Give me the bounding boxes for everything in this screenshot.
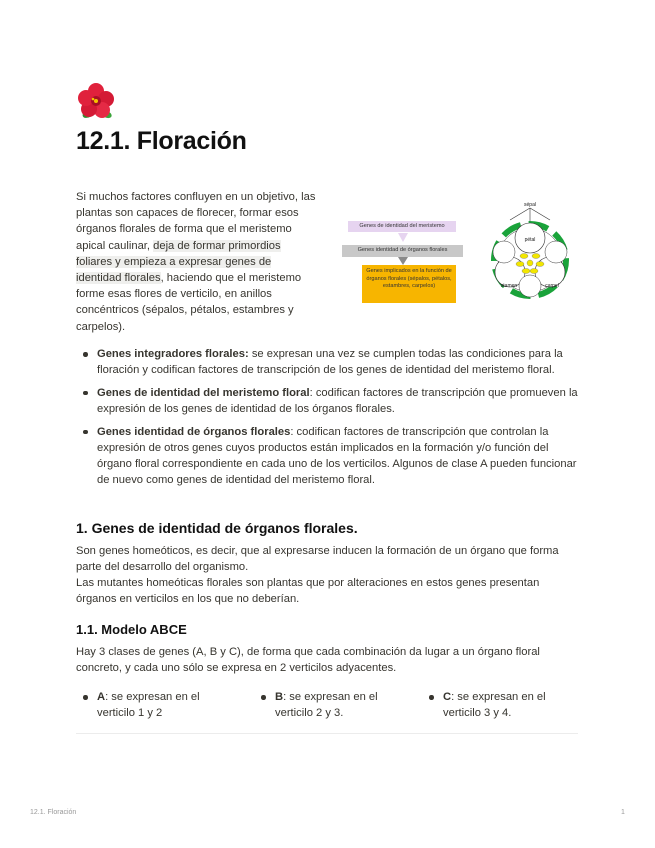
list-item-term: Genes integradores florales: (97, 348, 249, 360)
bullet-dot (429, 695, 434, 700)
list-item (80, 385, 580, 417)
subsection-heading: 1.1. Modelo ABCE (76, 622, 187, 637)
label-stamen: stamen (500, 283, 518, 289)
gene-flow-diagram (340, 218, 465, 310)
subsection-paragraph: Hay 3 clases de genes (A, B y C), de forma que cada combinación da lugar a un órgano floral concreto, y cada uno sólo se expresa en 2 verticilos adyacentes. (76, 646, 540, 675)
flow-box-organ-function: Genes implicados en la función de órganos florales (sépalos, pétalos, estambres, carpelos) (362, 265, 456, 303)
page-number: 1 (621, 809, 625, 816)
label-sepal: sépal (524, 202, 536, 208)
column-term: A (97, 691, 106, 703)
hibiscus-icon (76, 82, 116, 122)
flow-box-meristem: Genes de identidad del meristemo (348, 221, 456, 232)
flow-arrow-2 (398, 257, 408, 265)
intro-text-1: Si muchos factores confluyen en un objetivo, las plantas son capaces de florecer, formar esos órganos florales de forma que el meristemo apical caulinar, (76, 191, 316, 252)
bullet-dot (83, 391, 88, 396)
bullet-dot (83, 352, 88, 357)
section-paragraph: Son genes homeóticos, es decir, que al expresarse inducen la formación de un órgano que forma parte del desarrollo del organismo. (76, 545, 559, 574)
column-text: : se expresan en el verticilo 1 y 2 (97, 691, 200, 720)
list-item-text: : codifican factores de transcripción que promueven la expresión de los genes de identidad de los órganos florales. (97, 386, 578, 416)
bullet-dot (83, 695, 88, 700)
bullet-dot (83, 430, 88, 435)
intro-paragraph (76, 189, 316, 335)
footer-title: 12.1. Floración (30, 809, 77, 816)
column-term: C (443, 691, 452, 703)
page-title: 12.1. Floración (76, 127, 247, 155)
list-item-term: Genes de identidad del meristemo floral (97, 386, 310, 399)
column-term: B (275, 691, 284, 703)
list-item-text: se expresan una vez se cumplen todas las condiciones para la floración y codifican factores de transcripción de los genes de identidad del meristemo floral. (97, 348, 563, 377)
label-petal: pétal (524, 237, 536, 243)
flow-arrow-1 (398, 233, 408, 242)
intro-highlight: deja de formar primordios foliares y empieza a expresar genes de identidad florales (76, 239, 281, 285)
column-item-a (80, 689, 230, 721)
column-text: : se expresan en el verticilo 3 y 4. (443, 691, 546, 720)
column-text: : se expresan en el verticilo 2 y 3. (275, 691, 378, 720)
column-item-b (258, 689, 388, 721)
flower-whorl-diagram (482, 200, 578, 303)
column-item-c (426, 689, 556, 721)
list-item (80, 346, 580, 378)
flow-box-organ-identity: Genes identidad de órganos florales (342, 245, 463, 257)
list-item-term: Genes identidad de órganos florales (97, 425, 291, 438)
intro-text-2: , haciendo que el meristemo forme esas flores de verticilo, en anillos concéntricos (sépalos, pétalos, estambres y carpelos). (76, 272, 302, 333)
bullet-dot (261, 695, 266, 700)
gene-types-list (80, 346, 580, 495)
label-carpel: carpel (545, 283, 559, 289)
list-item (80, 424, 580, 489)
divider (76, 733, 578, 734)
list-item-text: : codifican factores de transcripción que controlan la expresión de otros genes cuyos productos están implicados en la formación y/o función del órgano floral correspondiente en cada uno de los verticilos. Algunos de clase A pueden funcionar de nuevo como genes de identidad del meristemo floral. (97, 425, 577, 487)
section-paragraph: Las mutantes homeóticas florales son plantas que por alteraciones en estos genes presentan órganos en verticilos en los que no deberían. (76, 577, 540, 606)
section-heading: 1. Genes de identidad de órganos florales. (76, 520, 358, 536)
